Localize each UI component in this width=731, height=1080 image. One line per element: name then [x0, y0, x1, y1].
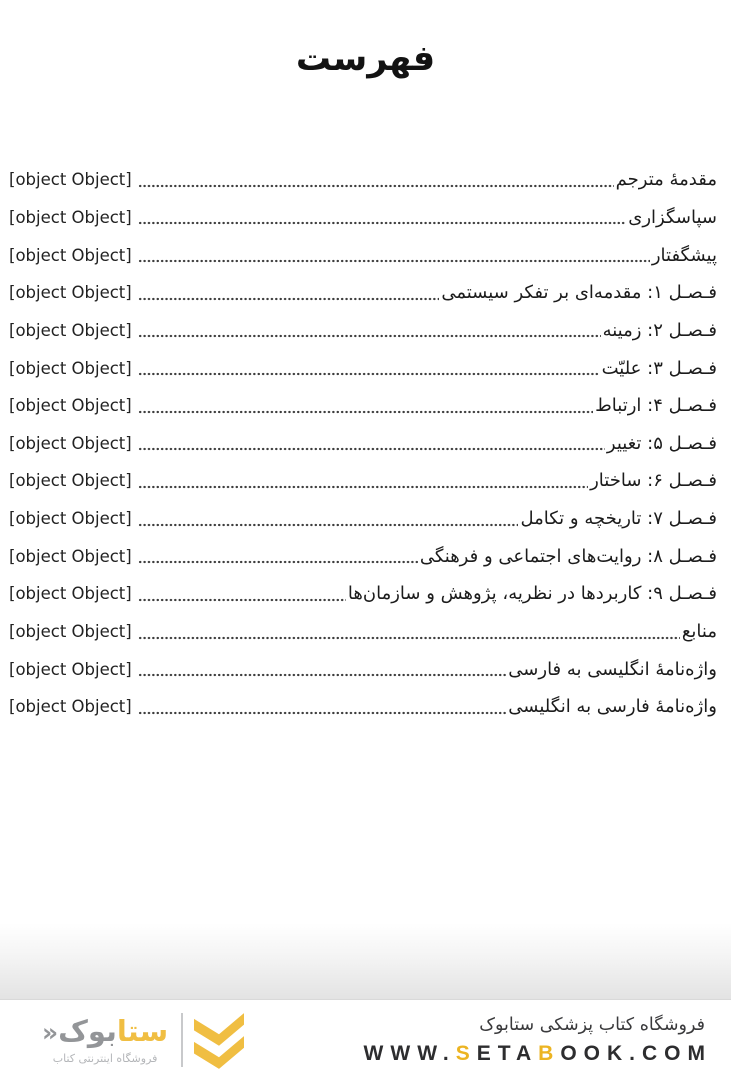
- dotted-leader: [138, 636, 680, 640]
- wordmark-gray-part: بوک: [58, 1014, 117, 1048]
- setabook-logo[interactable]: [42, 1009, 244, 1071]
- store-name: فروشگاه کتاب پزشکی ستابوک: [479, 1014, 705, 1035]
- guillemet-icon: «: [42, 1018, 59, 1047]
- website-link[interactable]: [364, 1042, 712, 1066]
- footer-banner: [0, 1000, 731, 1080]
- url-s-gold: S: [455, 1041, 477, 1065]
- dotted-leader: [138, 673, 507, 677]
- toc-list: [9, 161, 717, 726]
- dotted-leader: [138, 447, 605, 451]
- dotted-leader: [138, 410, 593, 414]
- toc-entry-page-number: [object Object]: [9, 622, 132, 641]
- toc-entry-page-number: [object Object]: [9, 546, 132, 566]
- toc-entry-page-number: [object Object]: [9, 207, 132, 227]
- dotted-leader: [138, 297, 440, 301]
- toc-entry-label: پیشگفتار: [651, 244, 717, 266]
- toc-entry: [9, 424, 717, 462]
- toc-entry-page-number: [object Object]: [9, 170, 132, 190]
- toc-entry: [9, 537, 717, 575]
- toc-entry-page-number: [object Object]: [9, 471, 132, 491]
- toc-entry-label: فـصـل ۱: مقدمه‌ای بر تفکر سیستمی: [441, 282, 717, 304]
- toc-entry-label: فـصـل ۲: زمینه: [602, 319, 717, 341]
- logo-divider: [181, 1013, 183, 1067]
- toc-entry: [9, 387, 717, 425]
- page-bottom-shadow: [0, 923, 731, 1000]
- dotted-leader: [138, 184, 614, 188]
- toc-entry: [9, 161, 717, 199]
- dotted-leader: [138, 711, 507, 715]
- wordmark-gold-part: ستا: [116, 1014, 169, 1048]
- toc-entry-page-number: [object Object]: [9, 358, 132, 378]
- dotted-leader: [138, 560, 418, 564]
- toc-entry-label: فـصـل ۴: ارتباط: [595, 395, 717, 417]
- toc-entry: [9, 312, 717, 350]
- toc-entry-label: سپاسگزاری: [628, 206, 717, 228]
- logo-tagline: فروشگاه اینترنتی کتاب: [52, 1052, 158, 1065]
- toc-entry-page-number: [object Object]: [9, 509, 132, 529]
- setabook-double-chevron-icon: [194, 1009, 244, 1071]
- dotted-leader: [138, 523, 519, 527]
- toc-entry: [9, 613, 717, 651]
- toc-entry-page-number: [object Object]: [9, 659, 132, 679]
- toc-entry-label: واژه‌نامهٔ انگلیسی به فارسی: [508, 658, 717, 680]
- dotted-leader: [138, 372, 600, 376]
- toc-entry-label: فـصـل ۹: کاربردها در نظریه، پژوهش و سازمان‌ها: [347, 583, 717, 605]
- url-eta: ETA: [476, 1041, 539, 1065]
- setabook-wordmark: [42, 1015, 168, 1049]
- toc-entry-page-number: [object Object]: [9, 320, 132, 340]
- toc-entry: [9, 500, 717, 538]
- url-b-gold: B: [538, 1041, 561, 1065]
- dotted-leader: [138, 485, 588, 489]
- toc-entry: [9, 236, 717, 274]
- toc-entry: [9, 462, 717, 500]
- dotted-leader: [138, 259, 650, 263]
- toc-entry: [9, 650, 717, 688]
- url-ook: OOK: [560, 1041, 630, 1065]
- toc-entry-page-number: [object Object]: [9, 584, 132, 604]
- toc-entry-page-number: [object Object]: [9, 396, 132, 416]
- toc-entry: [9, 274, 717, 312]
- toc-entry-label: فـصـل ۷: تاریخچه و تکامل: [520, 508, 717, 530]
- page-title: فهرست: [295, 39, 436, 80]
- url-www: WWW.: [363, 1041, 456, 1065]
- dotted-leader: [138, 598, 346, 602]
- dotted-leader: [138, 334, 601, 338]
- footer-text-block: [363, 1014, 712, 1066]
- toc-entry: [9, 199, 717, 237]
- toc-entry-page-number: [object Object]: [9, 283, 132, 303]
- toc-entry-page-number: [object Object]: [9, 433, 132, 453]
- setabook-wordmark-column: [42, 1015, 168, 1065]
- toc-entry-label: مقدمهٔ مترجم: [615, 169, 717, 191]
- toc-entry-label: فـصـل ۸: روایت‌های اجتماعی و فرهنگی: [419, 545, 717, 567]
- toc-entry-label: فـصـل ۳: علیّت: [601, 357, 717, 379]
- toc-entry-page-number: [object Object]: [9, 245, 132, 265]
- toc-entry-page-number: [object Object]: [9, 697, 132, 717]
- url-com: .COM: [629, 1041, 712, 1065]
- toc-entry-label: منابع: [681, 621, 717, 642]
- toc-entry-label: واژه‌نامهٔ فارسی به انگلیسی: [508, 696, 717, 718]
- toc-entry: [9, 575, 717, 613]
- toc-entry-label: فـصـل ۶: ساختار: [590, 470, 717, 492]
- dotted-leader: [138, 221, 627, 225]
- toc-entry: [9, 688, 717, 726]
- toc-entry: [9, 349, 717, 387]
- toc-entry-label: فـصـل ۵: تغییر: [606, 432, 717, 454]
